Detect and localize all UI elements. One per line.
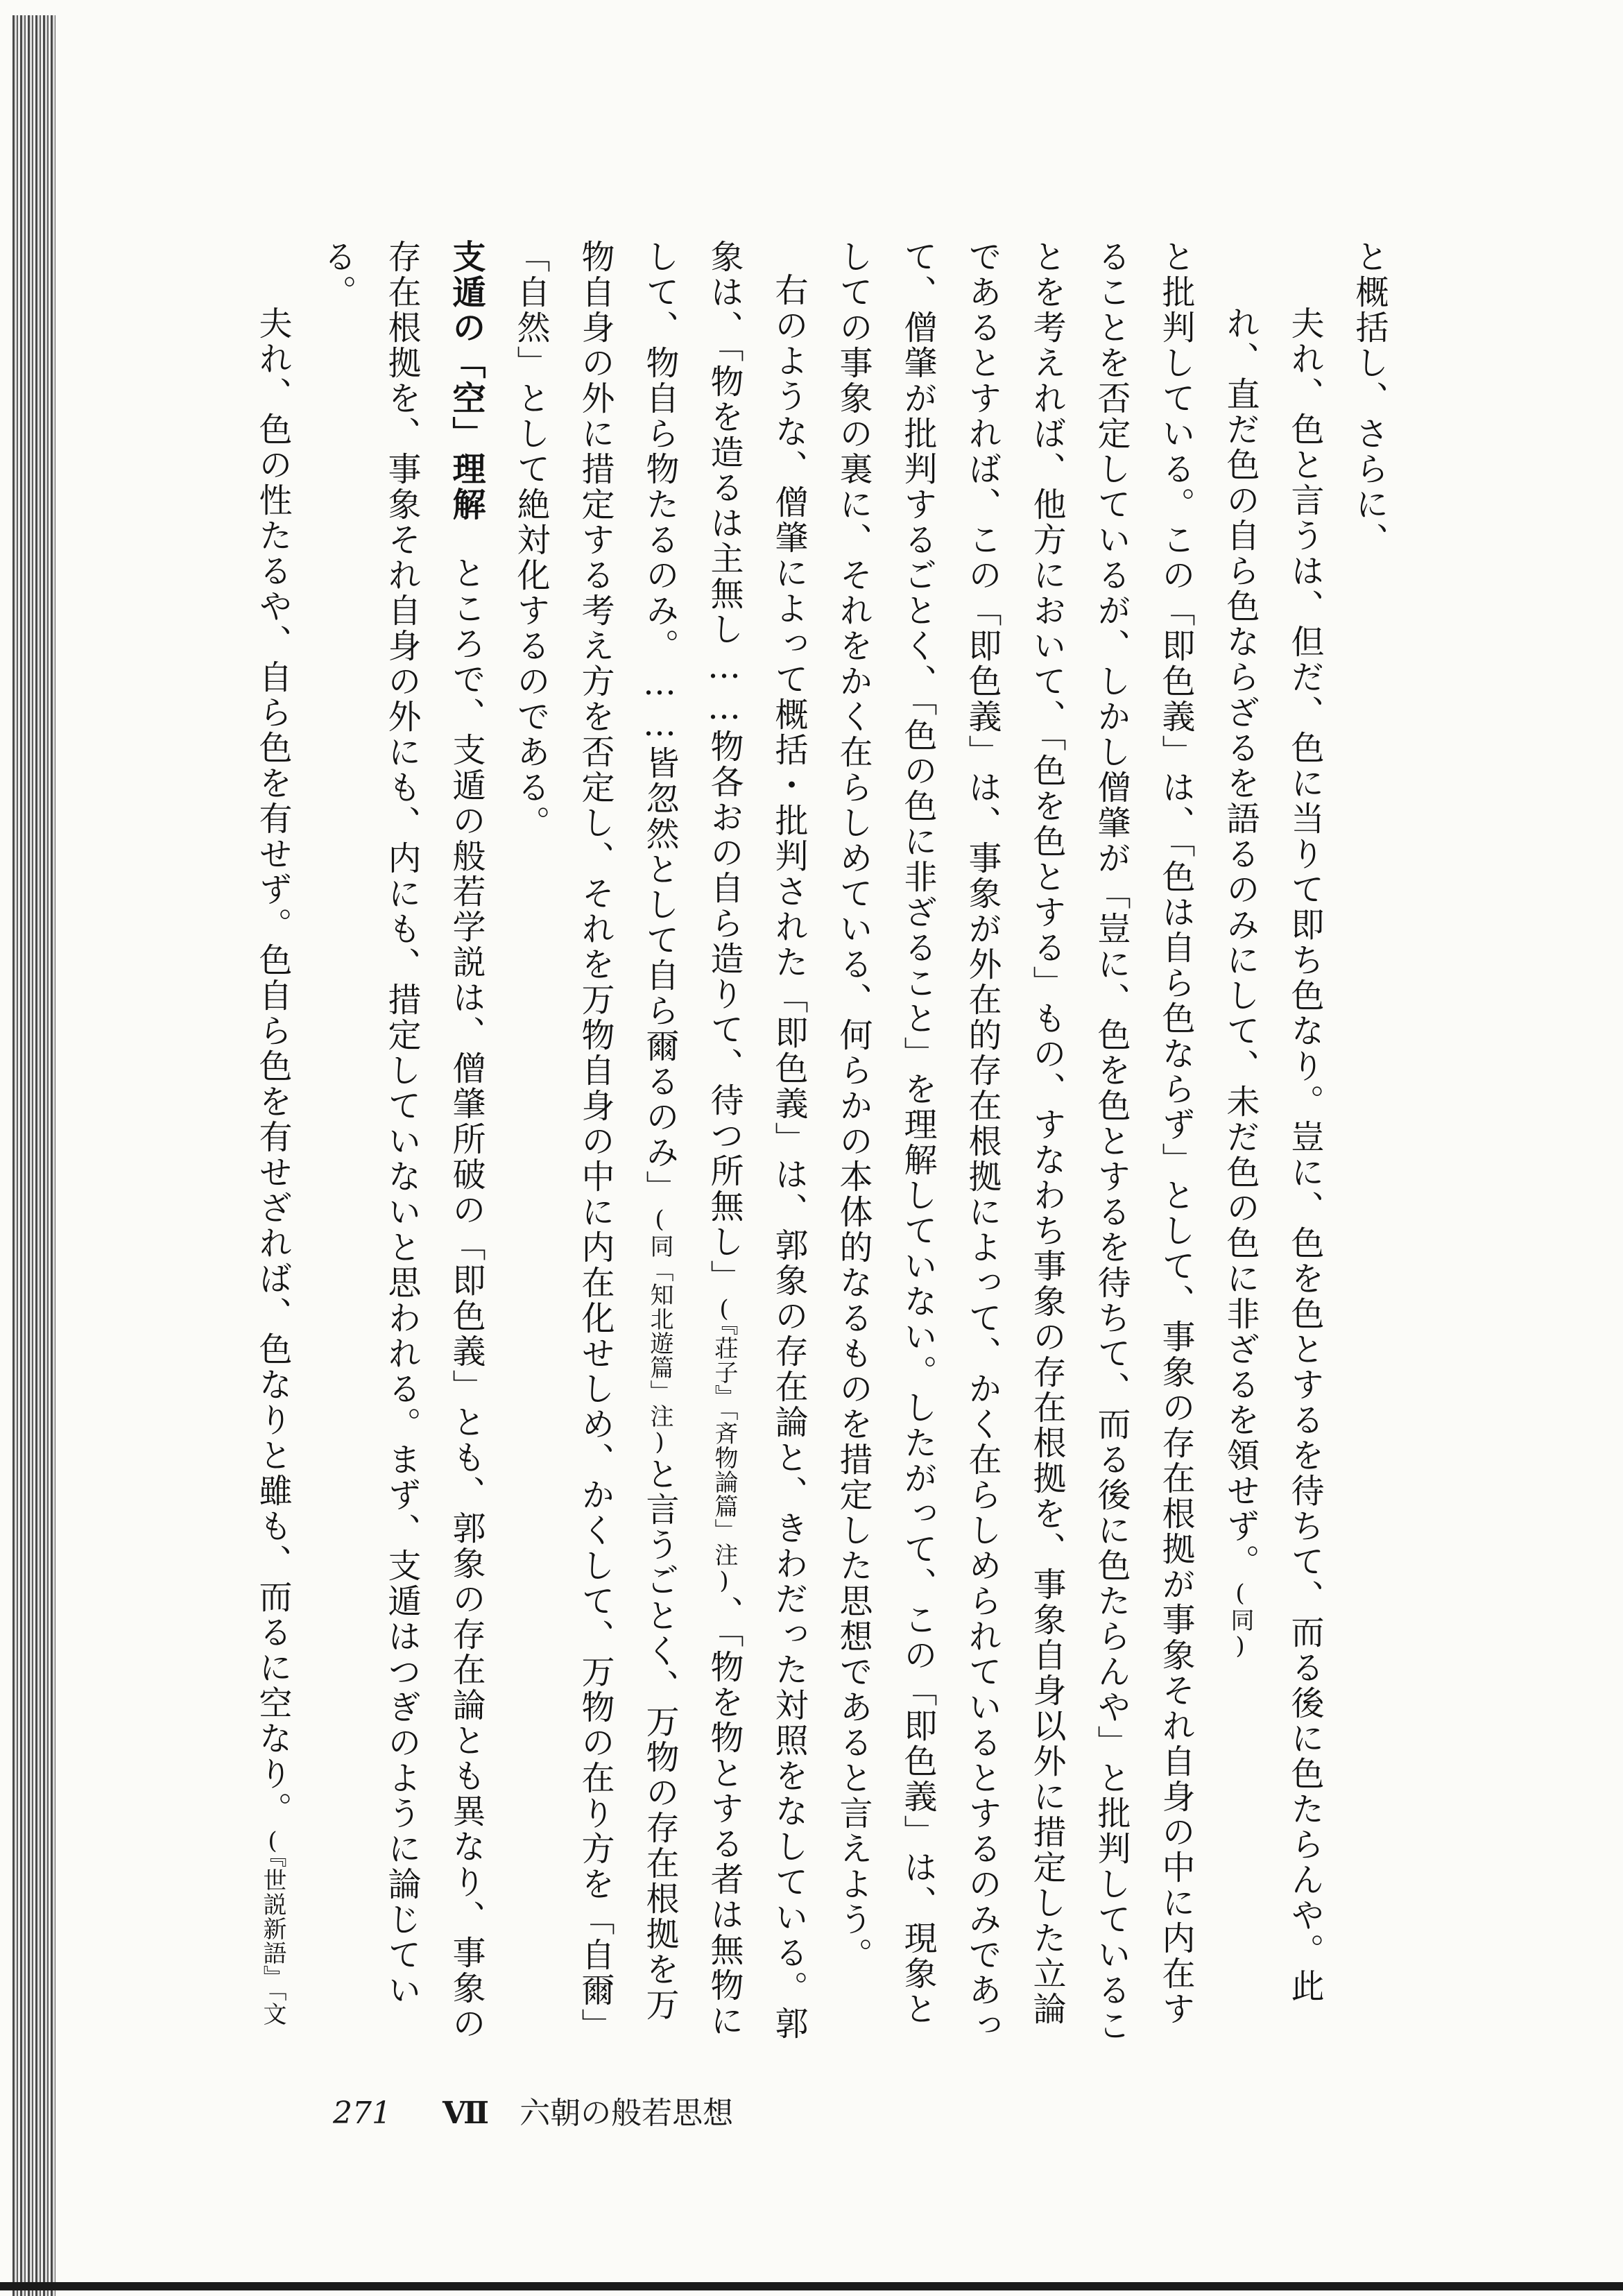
- page-number: 271: [333, 2096, 391, 2131]
- quotation-1: [1208, 239, 1337, 2057]
- quotation-2: [240, 239, 304, 2057]
- guo-xiang-text-b: 、「物を物とする者は無物にして、物自ら物たるのみ。……皆忽然として自ら爾るのみ」: [640, 239, 744, 2039]
- guo-xiang-citation-a: (『荘子』「斉物論篇」注): [710, 1295, 738, 1595]
- paragraph-critique: [821, 239, 1208, 2057]
- intro-text: と概括し、さらに、: [1350, 239, 1389, 558]
- guo-xiang-text-a: 右のような、僧肇によって概括・批判された「即色義」は、郭象の存在論と、きわだった対照をなしている。郭象は、「物を造るは主無し……物各おの自ら造りて、待つ所無し」: [705, 239, 808, 2041]
- critique-text: と批判している。この「即色義」は、「色は自ら色ならず」として、事象の存在根拠が事象それ自身の中に内在することを否定しているが、しかし僧肇が「豈に、色を色とするを待ちて、而る後に色たらんや」と批判していることを考えれば、他方において、「色を色とする」もの、すなわち事象の存在根拠を、事象自身以外に措定した立論であるとすれば、この「即色義」は、事象が外在的存在根拠によって、かく在らしめられているとするのみであって、僧肇が批判するごとく、「色の色に非ざること」を理解していない。したがって、この「即色義」は、現象としての事象の裏に、それをかく在らしめている、何らかの本体的なるものを措定した思想であると言えよう。: [834, 239, 1195, 2044]
- paragraph-guo-xiang: [498, 239, 821, 2057]
- heading-gap: [466, 522, 467, 556]
- quotation-1-text: 夫れ、色と言うは、但だ、色に当りて即ち色なり。豈に、色を色とするを待ちて、而る後に色たらんや。此れ、直だ色の自ら色ならざるを語るのみにして、未だ色の色に非ざるを領せず。: [1221, 306, 1324, 2004]
- quotation-2-citation: (『世説新語』「文: [259, 1827, 286, 2026]
- guo-xiang-text-c: と言うごとく、万物の存在根拠を万物自身の外に措定する考え方を否定し、それを万物自身の中に内在化せしめ、かくして、万物の在り方を「自爾」「自然」として絶対化するのである。: [511, 239, 679, 2044]
- quotation-1-citation: (同): [1226, 1579, 1254, 1661]
- binding-edge: [12, 15, 55, 2296]
- page-footer: [333, 2088, 733, 2132]
- section-heading: 支遁の「空」理解: [447, 239, 486, 522]
- quotation-2-text: 夫れ、色の性たるや、自ら色を有せず。色自ら色を有せざれば、色なりと雖も、而るに空なり。: [253, 306, 292, 1827]
- paragraph-zhidun: [304, 239, 498, 2057]
- scan-bottom-edge: [0, 2282, 1623, 2290]
- guo-xiang-citation-b: (同「知北遊篇」注): [646, 1206, 673, 1457]
- zhidun-text: ところで、支遁の般若学説は、僧肇所破の「即色義」とも、郭象の存在論とも異なり、事象の存在根拠を、事象それ自身の外にも、内にも、措定していないと思われる。まず、支遁はつぎのように論じている。: [318, 239, 486, 2041]
- vertical-text-body: [229, 239, 1401, 2057]
- chapter-number: Ⅶ: [442, 2096, 490, 2131]
- paragraph-intro: [1337, 239, 1401, 2057]
- chapter-title: 六朝の般若思想: [519, 2096, 734, 2131]
